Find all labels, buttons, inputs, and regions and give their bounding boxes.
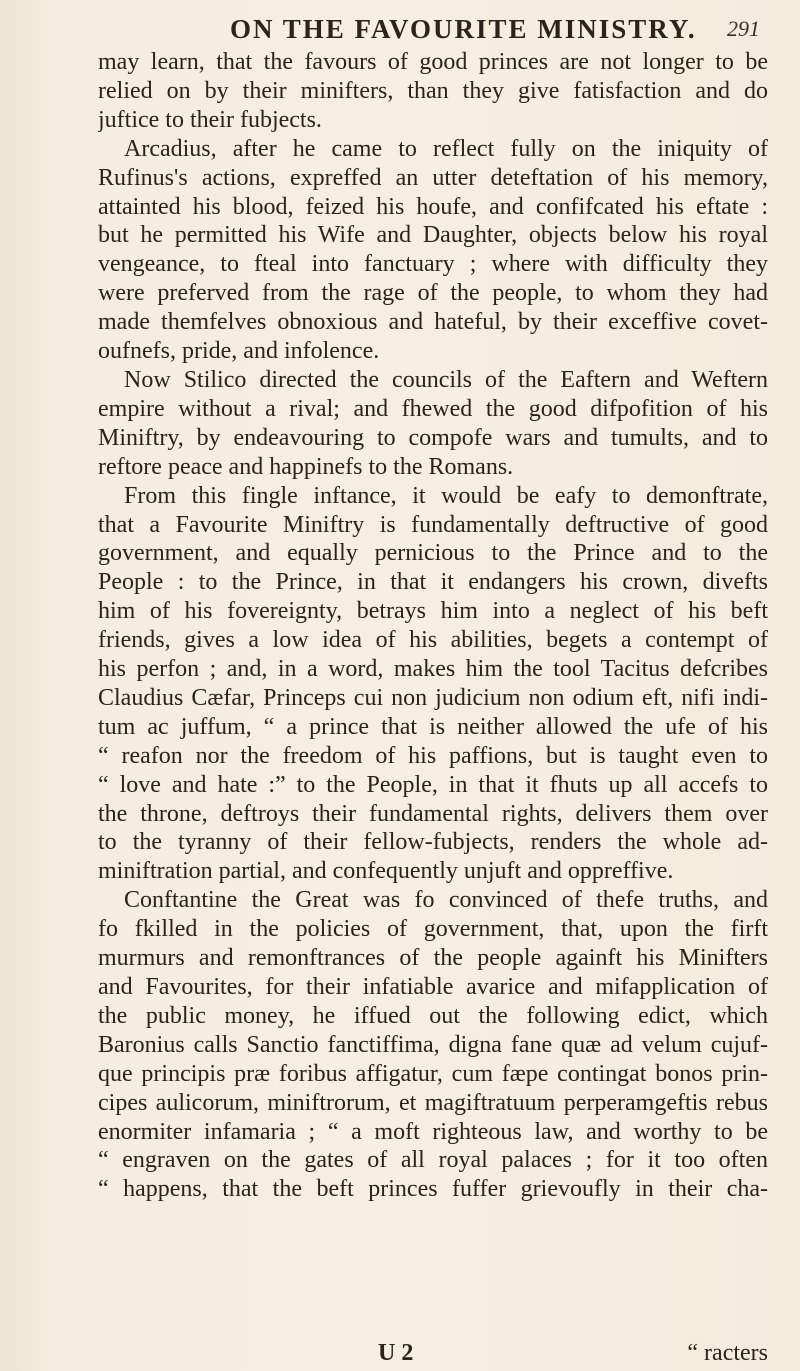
text-line: cipes aulicorum, miniftrorum, et magiftratuum perperamgeftis rebus [98,1089,768,1116]
text-line: vengeance, to fteal into fanctuary ; where with difficulty they [98,251,768,278]
catchword: “ racters [687,1340,768,1366]
text-line: “ reafon nor the freedom of his paffions, but is taught even to [98,742,768,769]
text-line: were preferved from the rage of the people, to whom they had [98,280,768,307]
page-footer [98,1340,768,1368]
text-line: juftice to their fubjects. [98,106,322,133]
text-line: “ love and hate :” to the People, in that it fhuts up all accefs to [98,771,768,798]
text-line: made themfelves obnoxious and hateful, by their exceffive covet- [98,309,768,336]
text-line: relied on by their minifters, than they give fatisfaction and do [98,77,768,104]
signature-mark: U 2 [378,1340,414,1366]
text-line: miniftration partial, and confequently unjuft and oppreffive. [98,858,674,885]
text-line: the throne, deftroys their fundamental rights, delivers them over [98,800,768,827]
text-line: Claudius Cæfar, Princeps cui non judicium non odium eft, nifi indi- [98,684,768,711]
text-line: Arcadius, after he came to reflect fully on the iniquity of [124,135,768,162]
text-line: him of his fovereignty, betrays him into a neglect of his beft [98,598,768,625]
text-line: reftore peace and happinefs to the Romans. [98,453,514,480]
text-line: oufnefs, pride, and infolence. [98,338,380,365]
text-line: tum ac juffum, “ a prince that is neither allowed the ufe of his [98,713,768,740]
text-line: government, and equally pernicious to the Prince and to the [98,540,768,567]
text-line: Conftantine the Great was fo convinced of thefe truths, and [124,887,768,914]
text-line: From this fingle inftance, it would be eafy to demonftrate, [124,482,768,509]
page-number: 291 [727,16,760,41]
text-line: his perfon ; and, in a word, makes him the tool Tacitus defcribes [98,656,768,683]
text-line: friends, gives a low idea of his abilities, begets a contempt of [98,627,768,654]
text-line: Now Stilico directed the councils of the Eaftern and Weftern [124,366,768,393]
text-line: “ engraven on the gates of all royal palaces ; for it too often [98,1147,768,1174]
text-line: “ happens, that the beft princes fuffer grievoufly in their cha- [98,1176,768,1203]
text-line: but he permitted his Wife and Daughter, objects below his royal [98,222,768,249]
text-line: Miniftry, by endeavouring to compofe wars and tumults, and to [98,424,768,451]
text-line: the public money, he iffued out the following edict, which [98,1002,768,1029]
text-line: attainted his blood, feized his houfe, and confifcated his eftate : [98,193,768,220]
text-line: empire without a rival; and fhewed the good difpofition of his [98,395,768,422]
text-line: fo fkilled in the policies of government, that, upon the firft [98,916,768,943]
body-text [98,48,768,1204]
text-line: murmurs and remonftrances of the people againft his Minifters [98,945,768,972]
text-line: to the tyranny of their fellow-fubjects, renders the whole ad- [98,829,768,856]
text-line: enormiter infamaria ; “ a moft righteous law, and worthy to be [98,1118,768,1145]
text-line: People : to the Prince, in that it endangers his crown, divefts [98,569,768,596]
text-line: Baronius calls Sanctio fanctiffima, digna fane quæ ad velum cujuf- [98,1031,768,1058]
text-line: Rufinus's actions, expreffed an utter deteftation of his memory, [98,164,768,191]
text-line: that a Favourite Miniftry is fundamentally deftructive of good [98,511,768,538]
text-line: que principis præ foribus affigatur, cum fæpe contingat bonos prin- [98,1060,768,1087]
running-head: ON THE FAVOURITE MINISTRY. [230,14,697,44]
text-line: may learn, that the favours of good princes are not longer to be [98,49,768,75]
text-line: and Favourites, for their infatiable avarice and mifapplication of [98,974,768,1000]
